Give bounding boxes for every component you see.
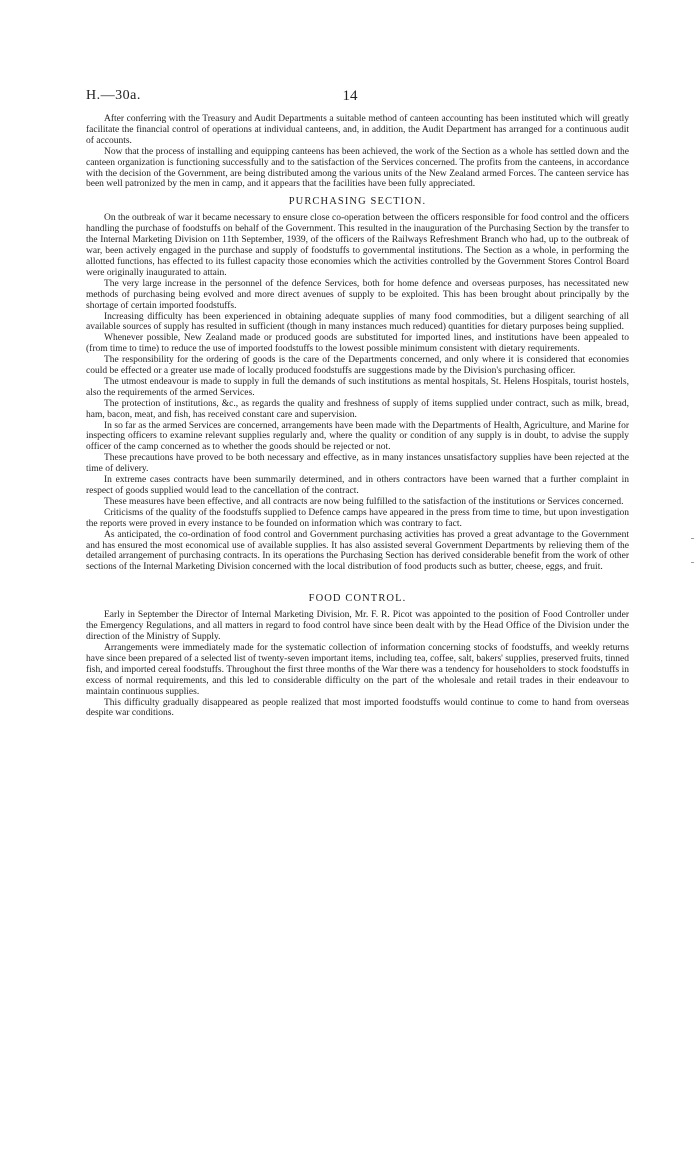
intro-section bbox=[86, 114, 629, 190]
paragraph: Increasing difficulty has been experienced in obtaining adequate supplies of many food commodities, but a diligent searching of all available sources of supply has resulted in sufficient (though in many instances much reduced) quantities for dietary purposes being supplied. bbox=[86, 311, 629, 333]
food-control-heading: FOOD CONTROL. bbox=[308, 593, 407, 605]
paragraph: This difficulty gradually disappeared as people realized that most imported foodstuffs would continue to come to hand from overseas despite war conditions. bbox=[86, 697, 629, 719]
purchasing-section bbox=[86, 213, 629, 573]
paragraph: In extreme cases contracts have been summarily determined, and in others contractors have been warned that a further complaint in respect of goods supplied would lead to the cancellation of the contract. bbox=[86, 475, 629, 496]
paragraph: Now that the process of installing and equipping canteens has been achieved, the work of the Section as a whole has settled down and the canteen organization is functioning successfully and to the satisfaction of the Services concerned. The profits from the canteens, in accordance with the decision of the Government, are being distributed among the various units of the New Zealand armed Forces. The canteen service has been well patronized by the men in camp, and it appears that the facilities have been fully appreciated. bbox=[86, 146, 629, 190]
paragraph: In so far as the armed Services are concerned, arrangements have been made with the Departments of Health, Agriculture, and Marine for inspecting officers to examine relevant supplies regularly and, where the quality or condition of any supply is in doubt, to advise the supply officer of the camp concerned as to whether the goods should be rejected or not. bbox=[86, 420, 629, 453]
paragraph: Early in September the Director of Internal Marketing Division, Mr. F. R. Picot was appointed to the position of Food Controller under the Emergency Regulations, and all matters in regard to food control have since been dealt with by the Head Office of the Division under the direction of the Ministry of Supply. bbox=[86, 610, 629, 643]
purchasing-section-heading: PURCHASING SECTION. bbox=[288, 196, 427, 208]
paragraph: As anticipated, the co-ordination of food control and Government purchasing activities has proved a great advantage to the Government and has ensured the most economical use of available supplies. It has also assisted several Government Departments by relieving them of the detailed arrangement of purchasing contracts. In its operations the Purchasing Section has derived considerable benefit from the work of other sections of the Internal Marketing Division concerned with the local distribution of food products such as butter, cheese, eggs, and fruit. bbox=[86, 529, 629, 573]
page-header bbox=[0, 88, 700, 106]
paragraph: The very large increase in the personnel of the defence Services, both for home defence and overseas purposes, has necessitated new methods of purchasing being evolved and more direct avenues of supply to be exploited. This has been brought about principally by the shortage of certain imported foodstuffs. bbox=[86, 278, 629, 311]
paragraph: On the outbreak of war it became necessary to ensure close co-operation between the officers responsible for food control and the officers handling the purchase of foodstuffs on behalf of the Government. This resulted in the inauguration of the Purchasing Section by the transfer to the Internal Marketing Division on 11th September, 1939, of the officers of the Railways Refreshment Branch who had, up to the outbreak of war, been actively engaged in the purchase and supply of foodstuffs to governmental institutions. The Section as a whole, in performing the allotted functions, has effected to its fullest capacity those economies which the activities controlled by the Government Stores Control Board were originally inaugurated to attain. bbox=[86, 213, 629, 278]
page-body bbox=[86, 114, 629, 719]
paragraph: Arrangements were immediately made for the systematic collection of information concerning stocks of foodstuffs, and weekly returns have since been prepared of a selected list of twenty-seven important items, including tea, coffee, salt, bakers' supplies, preserved fruits, tinned fish, and imported cereal foodstuffs. Throughout the first three months of the War there was a tendency for householders to stock foodstuffs in excess of normal requirements, and this led to considerable difficulty on the part of the wholesale and retail trades in their endeavour to maintain continuous supplies. bbox=[86, 642, 629, 697]
paragraph: After conferring with the Treasury and Audit Departments a suitable method of canteen accounting has been instituted which will greatly facilitate the financial control of operations at individual canteens, and, in addition, the Audit Department has arranged for a continuous audit of accounts. bbox=[86, 114, 629, 146]
paragraph: Criticisms of the quality of the foodstuffs supplied to Defence camps have appeared in the press from time to time, but upon investigation the reports were proved in every instance to be founded on information which was contrary to fact. bbox=[86, 507, 629, 529]
paragraph: The utmost endeavour is made to supply in full the demands of such institutions as mental hospitals, St. Helens Hospitals, tourist hostels, also the requirements of the armed Services. bbox=[86, 376, 629, 398]
paragraph: These measures have been effective, and all contracts are now being fulfilled to the satisfaction of the institutions or Services concerned. bbox=[104, 496, 624, 507]
margin-speck bbox=[691, 562, 694, 563]
food-control-section bbox=[86, 610, 629, 719]
paragraph: Whenever possible, New Zealand made or produced goods are substituted for imported lines, and institutions have been appealed to (from time to time) to reduce the use of imported foodstuffs to the lowest possible minimum consistent with dietary requirements. bbox=[86, 333, 629, 355]
margin-speck bbox=[691, 538, 694, 539]
paragraph: The responsibility for the ordering of goods is the care of the Departments concerned, and only where it is considered that economies could be effected or a greater use made of locally produced foodstuffs are suggestions made by the Division's purchasing officer. bbox=[86, 355, 629, 377]
paragraph: The protection of institutions, &c., as regards the quality and freshness of supply of items supplied under contract, such as milk, bread, ham, bacon, meat, and fish, has received constant care and supervision. bbox=[86, 398, 629, 420]
page-number: 14 bbox=[342, 88, 358, 104]
document-reference: H.—30a. bbox=[86, 88, 141, 103]
paragraph: These precautions have proved to be both necessary and effective, as in many instances unsatisfactory supplies have been rejected at the time of delivery. bbox=[86, 453, 629, 475]
